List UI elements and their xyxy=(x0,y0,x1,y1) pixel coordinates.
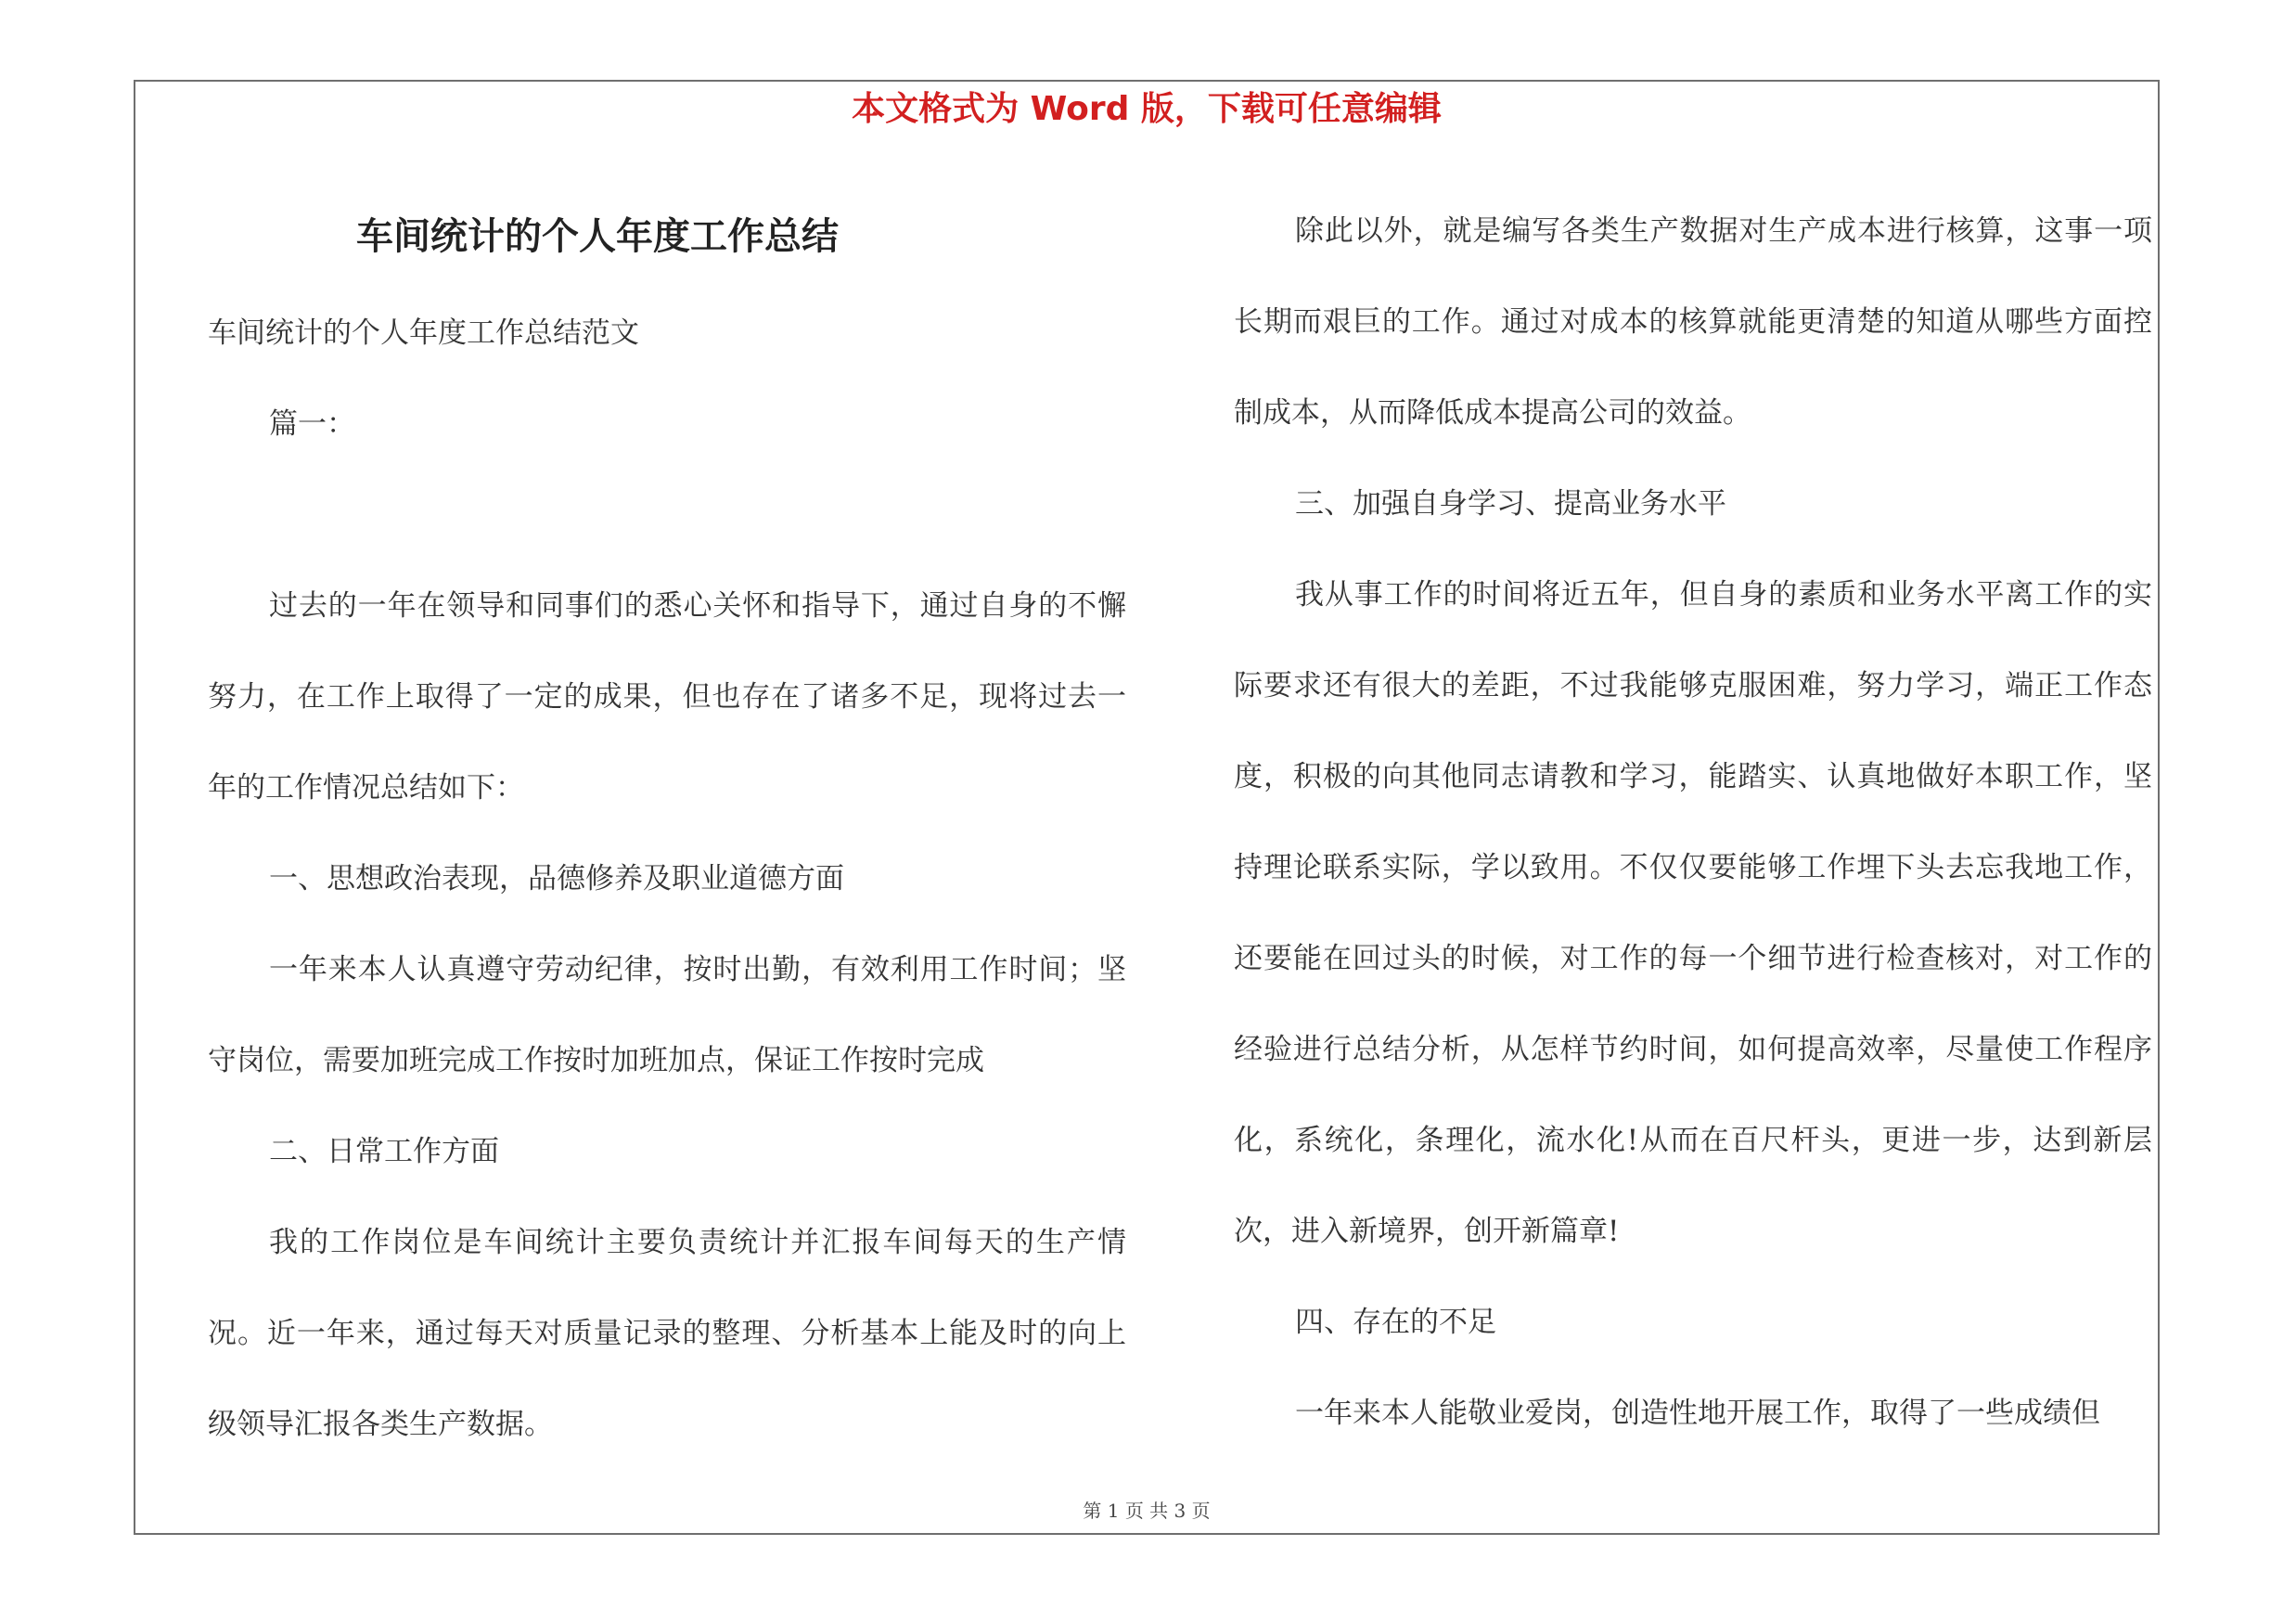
paragraph: 我的工作岗位是车间统计主要负责统计并汇报车间每天的生产情况。近一年来，通过每天对质量记录的整理、分析基本上能及时的向上级领导汇报各类生产数据。 xyxy=(208,1226,1126,1441)
paragraph: 我从事工作的时间将近五年，但自身的素质和业务水平离工作的实际要求还有很大的差距，不过我能够克服困难，努力学习，端正工作态度，积极的向其他同志请教和学习，能踏实、认真地做好本职工作，坚持理论联系实际，学以致用。不仅仅要能够工作埋下头去忘我地工作，还要能在回过头的时候，对工作的每一个细节进行检查核对，对工作的经验进行总结分析，从怎样节约时间，如何提高效率，尽量使工作程序化，系统化，条理化，流水化!从而在百尺杆头，更进一步，达到新层次，进入新境界，创开新篇章! xyxy=(1234,578,2152,1248)
format-banner: 本文格式为 Word 版，下载可任意编辑 xyxy=(852,90,1442,128)
page-number-footer: 第 1 页 共 3 页 xyxy=(1083,1500,1211,1522)
right-column xyxy=(1234,186,2152,1459)
paragraph: 一年来本人认真遵守劳动纪律，按时出勤，有效利用工作时间；坚守岗位，需要加班完成工作按时加班加点，保证工作按时完成 xyxy=(208,953,1126,1077)
paragraph: 一年来本人能敬业爱岗，创造性地开展工作，取得了一些成绩但 xyxy=(1295,1397,2100,1430)
left-column xyxy=(208,186,1126,1470)
paragraph: 过去的一年在领导和同事们的悉心关怀和指导下，通过自身的不懈努力，在工作上取得了一定的成果，但也存在了诸多不足，现将过去一年的工作情况总结如下： xyxy=(208,589,1126,805)
section-heading: 四、存在的不足 xyxy=(1295,1306,1496,1339)
document-subtitle: 车间统计的个人年度工作总结范文 xyxy=(208,316,639,350)
paragraph: 除此以外，就是编写各类生产数据对生产成本进行核算，这事一项长期而艰巨的工作。通过对成本的核算就能更清楚的知道从哪些方面控制成本，从而降低成本提高公司的效益。 xyxy=(1234,214,2152,430)
section-heading: 二、日常工作方面 xyxy=(269,1135,499,1168)
part-label: 篇一： xyxy=(269,407,355,441)
section-heading: 一、思想政治表现，品德修养及职业道德方面 xyxy=(269,862,844,895)
blank-line xyxy=(208,470,1126,560)
section-heading: 三、加强自身学习、提高业务水平 xyxy=(1295,487,1726,521)
document-title: 车间统计的个人年度工作总结 xyxy=(356,215,839,258)
